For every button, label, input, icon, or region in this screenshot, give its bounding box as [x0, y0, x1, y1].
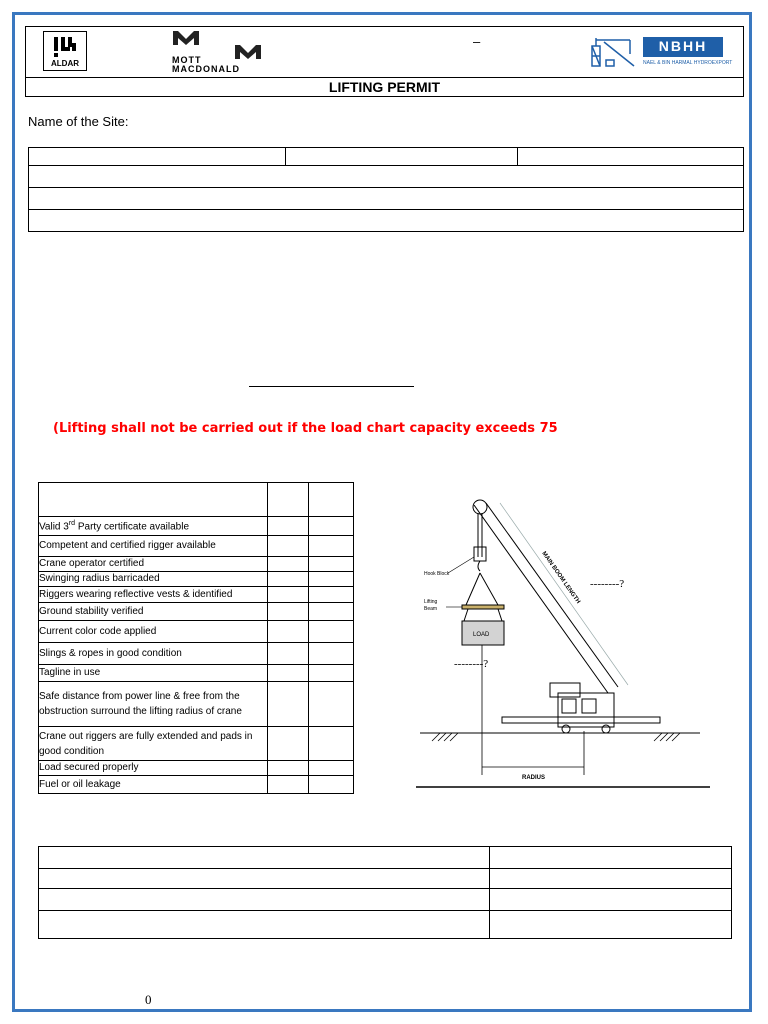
approval-table: [38, 846, 732, 939]
aldar-mark-icon: [44, 34, 86, 58]
table-cell[interactable]: [39, 869, 490, 889]
mott-m-icon-right: [234, 44, 262, 60]
checklist-item: Valid 3rd Party certificate available: [39, 517, 268, 536]
check-no-cell[interactable]: [309, 643, 354, 665]
lifting-beam-label-2: Beam: [424, 606, 438, 612]
signature-line[interactable]: [249, 386, 414, 387]
mott-m-icon-left: [172, 30, 200, 46]
warning-text: (Lifting shall not be carried out if the load chart capacity exceeds 75: [53, 421, 558, 436]
table-cell[interactable]: [518, 148, 744, 166]
check-no-cell[interactable]: [309, 776, 354, 794]
check-no-cell[interactable]: [309, 572, 354, 587]
check-yes-cell[interactable]: [268, 557, 309, 572]
checklist-item: Tagline in use: [39, 665, 268, 682]
checklist-item: Competent and certified rigger available: [39, 536, 268, 557]
table-cell[interactable]: [39, 911, 490, 939]
check-no-cell[interactable]: [309, 682, 354, 727]
checklist-item: Load secured properly: [39, 761, 268, 776]
checklist-header-cell: [268, 483, 309, 517]
check-no-cell[interactable]: [309, 727, 354, 761]
table-cell[interactable]: [490, 869, 732, 889]
checklist-item: Current color code applied: [39, 621, 268, 643]
check-yes-cell[interactable]: [268, 587, 309, 603]
aldar-text: ALDAR: [51, 59, 79, 68]
checklist-item: Safe distance from power line & free from the obstruction surround the lifting radius of crane: [39, 682, 268, 727]
checklist-table: [38, 482, 354, 794]
crane-diagram: [410, 495, 720, 795]
table-cell[interactable]: [490, 911, 732, 939]
checklist-header-cell: [39, 483, 268, 517]
ground-hatch-right: [654, 733, 680, 741]
nbhh-text: NBHH: [658, 38, 708, 54]
boom-length-label: MAIN BOOM LENGTH: [540, 550, 581, 605]
checklist-item: Riggers wearing reflective vests & identified: [39, 587, 268, 603]
ground-hatch-left: [432, 733, 458, 741]
radius-label: RADIUS: [522, 775, 546, 781]
table-cell[interactable]: [39, 889, 490, 911]
checklist-item: Fuel or oil leakage: [39, 776, 268, 794]
check-yes-cell[interactable]: [268, 727, 309, 761]
checklist-header-cell: [309, 483, 354, 517]
table-cell[interactable]: [29, 166, 744, 188]
page-number: 0: [145, 992, 152, 1007]
question-2: --------?: [454, 658, 489, 670]
check-yes-cell[interactable]: [268, 517, 309, 536]
page-title: LIFTING PERMIT: [25, 77, 744, 97]
check-yes-cell[interactable]: [268, 572, 309, 587]
check-yes-cell[interactable]: [268, 761, 309, 776]
check-yes-cell[interactable]: [268, 682, 309, 727]
question-1: --------?: [590, 578, 625, 590]
nbhh-tagline: NAEL & BIN HARMAL HYDROEXPORT: [643, 60, 733, 66]
load-label: LOAD: [473, 632, 490, 638]
check-no-cell[interactable]: [309, 665, 354, 682]
check-yes-cell[interactable]: [268, 621, 309, 643]
check-yes-cell[interactable]: [268, 643, 309, 665]
mott-text-line1: MOTT: [172, 55, 202, 65]
table-cell[interactable]: [490, 889, 732, 911]
header-dash: –: [473, 34, 481, 49]
mott-text-line2: MACDONALD: [172, 64, 240, 74]
check-no-cell[interactable]: [309, 761, 354, 776]
lifting-beam-label-1: Lifting: [424, 599, 438, 605]
table-cell[interactable]: [29, 148, 286, 166]
checklist-item: Crane operator certified: [39, 557, 268, 572]
check-no-cell[interactable]: [309, 517, 354, 536]
checklist-item: Slings & ropes in good condition: [39, 643, 268, 665]
table-cell[interactable]: [29, 188, 744, 210]
table-cell[interactable]: [39, 847, 490, 869]
crane-logo-icon: [590, 36, 640, 68]
table-cell[interactable]: [286, 148, 518, 166]
checklist-item: Ground stability verified: [39, 603, 268, 621]
site-name-label: Name of the Site:: [28, 114, 129, 129]
check-no-cell[interactable]: [309, 536, 354, 557]
check-no-cell[interactable]: [309, 557, 354, 572]
hook-block-label: Hook Block: [424, 571, 450, 577]
table-cell[interactable]: [29, 210, 744, 232]
check-no-cell[interactable]: [309, 621, 354, 643]
checklist-item: Crane out riggers are fully extended and pads in good condition: [39, 727, 268, 761]
check-yes-cell[interactable]: [268, 776, 309, 794]
checklist-item: Swinging radius barricaded: [39, 572, 268, 587]
aldar-logo: [43, 31, 87, 71]
site-info-table: [28, 147, 744, 232]
check-yes-cell[interactable]: [268, 665, 309, 682]
check-yes-cell[interactable]: [268, 536, 309, 557]
check-yes-cell[interactable]: [268, 603, 309, 621]
table-cell[interactable]: [490, 847, 732, 869]
check-no-cell[interactable]: [309, 603, 354, 621]
check-no-cell[interactable]: [309, 587, 354, 603]
